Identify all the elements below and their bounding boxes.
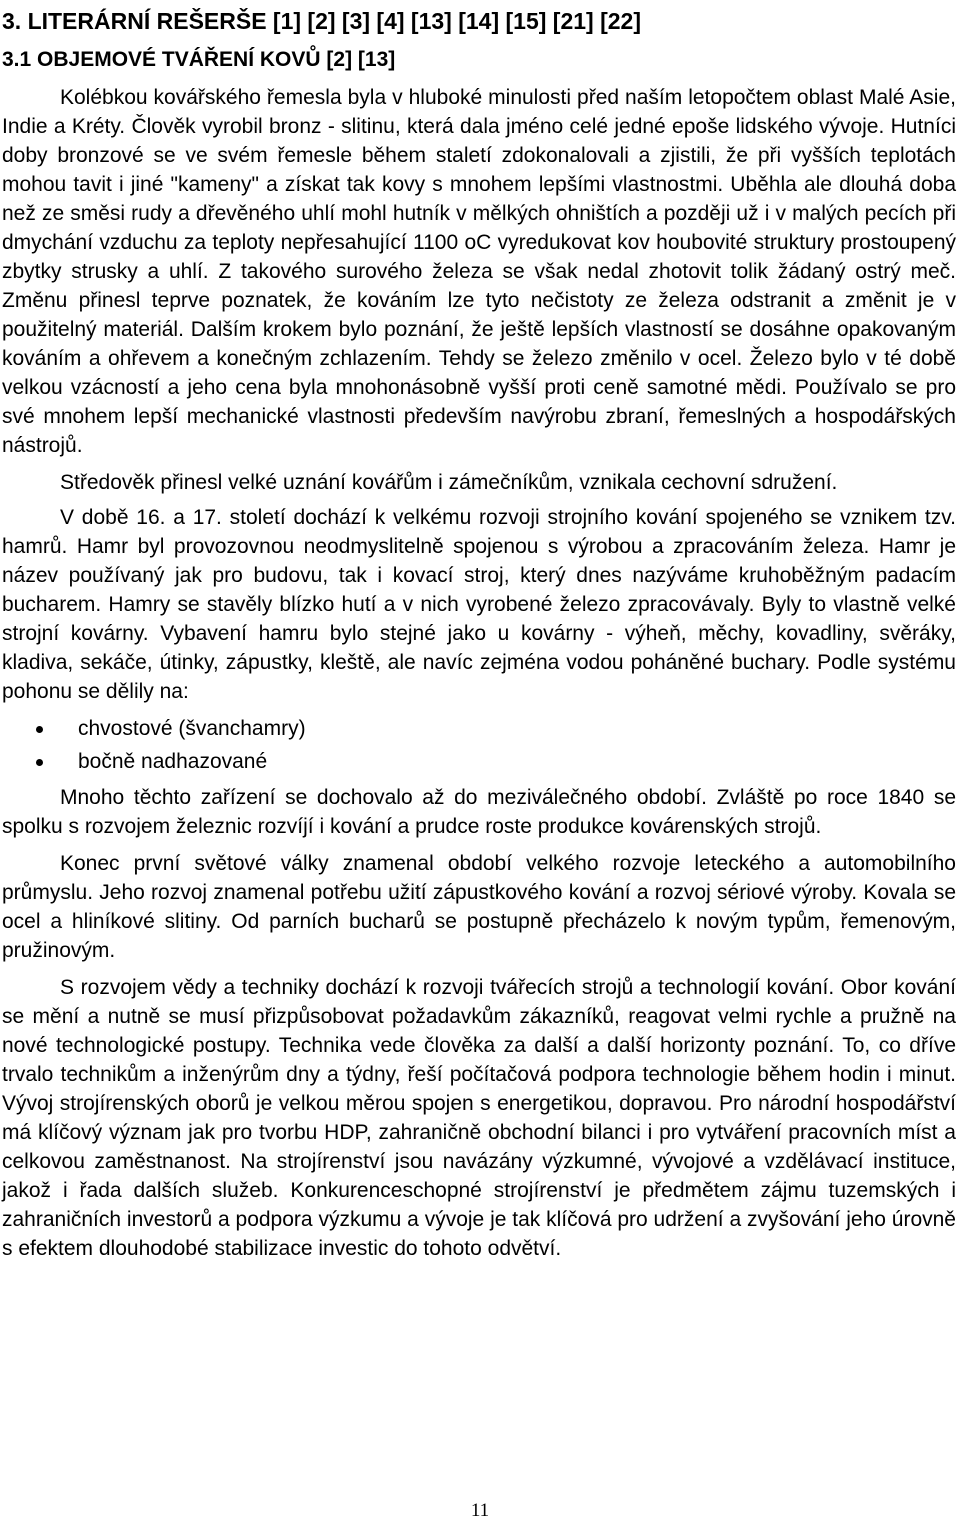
paragraph-interwar: Mnoho těchto zařízení se dochovalo až do meziválečného období. Zvláště po roce 1840 se spolku s rozvojem železnic rozvíjí i kování a prudce roste produkce kovárenských strojů. <box>2 786 956 838</box>
list-item-text: bočně nadhazované <box>78 750 268 773</box>
paragraph-hammers: V době 16. a 17. století dochází k velkému rozvoji strojního kování spojeného se vznikem tzv. hamrů. Hamr byl provozovnou neodmyslitelně spojenou s výrobou a zpracováním železa. Hamr je název používaný jak pro budovu, tak i kovací stroj, který dnes nazýváme kruhoběžným padacím bucharem. Hamry se stavěly blízko hutí a v nich vyrobené železo zpracovávaly. Byly to vlastně velké strojní kovárny. Vybavení hamru bylo stejné jako u kovárny - výheň, měchy, kovadliny, svěráky, kladiva, sekáče, útinky, zápustky, kleště, ale navíc zejména vodou poháněné buchary. Podle systému pohonu se dělily na: <box>2 506 956 703</box>
bullet-list <box>2 714 956 777</box>
subsection-heading: 3.1 OBJEMOVÉ TVÁŘENÍ KOVŮ [2] [13] <box>2 48 396 71</box>
page-number: 11 <box>470 1500 490 1521</box>
list-item-text: chvostové (švanchamry) <box>78 717 306 740</box>
bullet-icon <box>36 759 43 766</box>
section-heading: 3. LITERÁRNÍ REŠERŠE [1] [2] [3] [4] [13] [14] [15] [21] [22] <box>2 8 642 34</box>
list-item <box>2 714 956 744</box>
paragraph-modern: S rozvojem vědy a techniky dochází k rozvoji tvářecích strojů a technologií kování. Obor kování se mění a nutně se musí přizpůsobovat požadavkům zákazníků, reagovat velmi rychle a pružně na nové technologické postupy. Technika vede člověka za další a další horizonty poznání. To, co dříve trvalo technikům a inženýrům dny a týdny, řeší počítačová podpora technologie během hodin i minut. Vývoj strojírenských oborů je velkou měrou spojen s energetikou, dopravou. Pro národní hospodářství má klíčový význam jak pro tvorbu HDP, zahraničně obchodní bilanci i pro vytváření pracovních míst a celkovou zaměstnanost. Na strojírenství jsou navázány výzkumné, vývojové a vzdělávací instituce, jakož i řada dalších služeb. Konkurenceschopné strojírenství je předmětem zájmu tuzemských i zahraničních investorů a podpora výzkumu a vývoje je tak klíčová pro udržení a zvyšování jeho úrovně s efektem dlouhodobé stabilizace investic do tohoto odvětví. <box>2 976 956 1260</box>
paragraph-history: Kolébkou kovářského řemesla byla v hluboké minulosti před naším letopočtem oblast Malé Asie, Indie a Kréty. Člověk vyrobil bronz - slitinu, která dala jméno celé jedné epoše lidského vývoje. Hutníci doby bronzové se ve svém řemesle během staletí zdokonalovali a zjistili, že při vyšších teplotách mohou tavit i jiné "kameny" a získat tak kovy s mnohem lepšími vlastnostmi. Uběhla ale dlouhá doba než ze směsi rudy a dřevěného uhlí mohl hutník v mělkých ohništích a později už i v malých pecích při dmychání vzduchu za teploty nepřesahující 1100 oC vyredukovat kov houbovité struktury prostoupený zbytky strusky a uhlí. Z takového surového železa se však nedal zhotovit tolik žádaný ostrý meč. Změnu přinesl teprve poznatek, že kováním lze tyto nečistoty ze železa odstranit a změnit je v použitelný materiál. Dalším krokem bylo poznání, že ještě lepších vlastností se dosáhne opakovaným kováním a ohřevem a konečným zchlazením. Tehdy se železo změnilo v ocel. Železo bylo v té době velkou vzácností a jeho cena byla mnohonásobně vyšší proti ceně samotné mědi. Používalo se pro své mnohem lepší mechanické vlastnosti především navýrobu zbraní, řemeslných a hospodářských nástrojů. <box>2 86 956 457</box>
paragraph-wwi: Konec první světové války znamenal období velkého rozvoje leteckého a automobilního průmyslu. Jeho rozvoj znamenal potřebu užití zápustkového kování a rozvoj sériové výroby. Kovala se ocel a hliníkové slitiny. Od parních bucharů se postupně přecházelo k novým typům, řemenovým, pružinovým. <box>2 852 956 962</box>
bullet-icon <box>36 726 43 733</box>
list-item <box>2 747 956 777</box>
paragraph-middle-ages: Středověk přinesl velké uznání kovářům i zámečníkům, vznikala cechovní sdružení. <box>60 471 838 494</box>
